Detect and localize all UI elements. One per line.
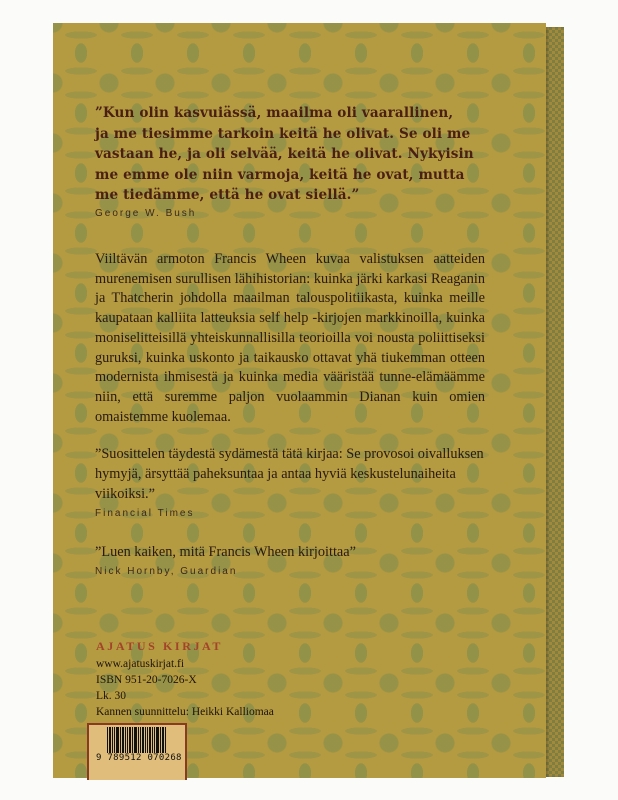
quote-line: ja me tiesimme tarkoin keitä he olivat. Se oli me xyxy=(95,125,471,142)
book-spine-edge xyxy=(546,27,564,777)
bush-quote xyxy=(95,103,485,225)
quote-line: ”Kun olin kasvuiässä, maailma oli vaarallinen, xyxy=(95,105,454,121)
quote-attribution: Financial Times xyxy=(95,508,195,519)
quote-line: vastaan he, ja oli selvää, keitä he olivat. Nykyisin xyxy=(95,146,474,163)
barcode-number: 9 789512 070268 xyxy=(96,753,182,763)
isbn: ISBN 951-20-7026-X xyxy=(96,674,197,686)
library-class: Lk. 30 xyxy=(96,690,127,702)
barcode-box xyxy=(87,723,187,780)
quote-line: me emme ole niin varmoja, keitä he ovat, mutta xyxy=(95,166,465,183)
quote-text: ”Luen kaiken, mitä Francis Wheen kirjoittaa” xyxy=(95,544,356,560)
book-description: Viiltävän armoton Francis Wheen kuvaa valistuksen aatteiden murenemisen surullisen lähihistorian: kuinka järki karkasi Reaganin ja Thatcherin johdolla maailman talouspolitiikasta, kuinka meille kaupataan kalliita latteuksia self help -kirjojen markkinoilla, kuinka moniselitteisillä yhteiskunnallisilla teorioilla voi nousta poliittiseksi guruksi, kuinka uskonto ja taikausko ottavat yhä tiukemman otteen modernista ihmisestä ja kuinka media vääristää tunne-elämäämme niin, että suremme paljon vuolaammin Dianan kuin omien omaistemme kuolemaa. xyxy=(95,251,485,425)
quote-attribution: George W. Bush xyxy=(95,207,197,219)
hornby-quote xyxy=(95,542,485,582)
financial-times-quote xyxy=(95,444,485,524)
cover-design-credit: Kannen suunnittelu: Heikki Kalliomaa xyxy=(96,706,274,718)
publisher-name: AJATUS KIRJAT xyxy=(96,639,224,653)
quote-line: me tiedämme, että he ovat siellä.” xyxy=(95,187,360,204)
barcode-icon xyxy=(107,727,175,753)
quote-attribution: Nick Hornby, Guardian xyxy=(95,566,238,577)
publisher-info xyxy=(96,638,274,720)
publisher-url: www.ajatuskirjat.fi xyxy=(96,658,185,670)
quote-text: ”Suosittelen täydestä sydämestä tätä kirjaa: Se provosoi oivalluksen hymyjä, ärsyttää paheksuntaa ja antaa hyviä keskustelunaiheita viikoiksi.” xyxy=(95,446,484,502)
